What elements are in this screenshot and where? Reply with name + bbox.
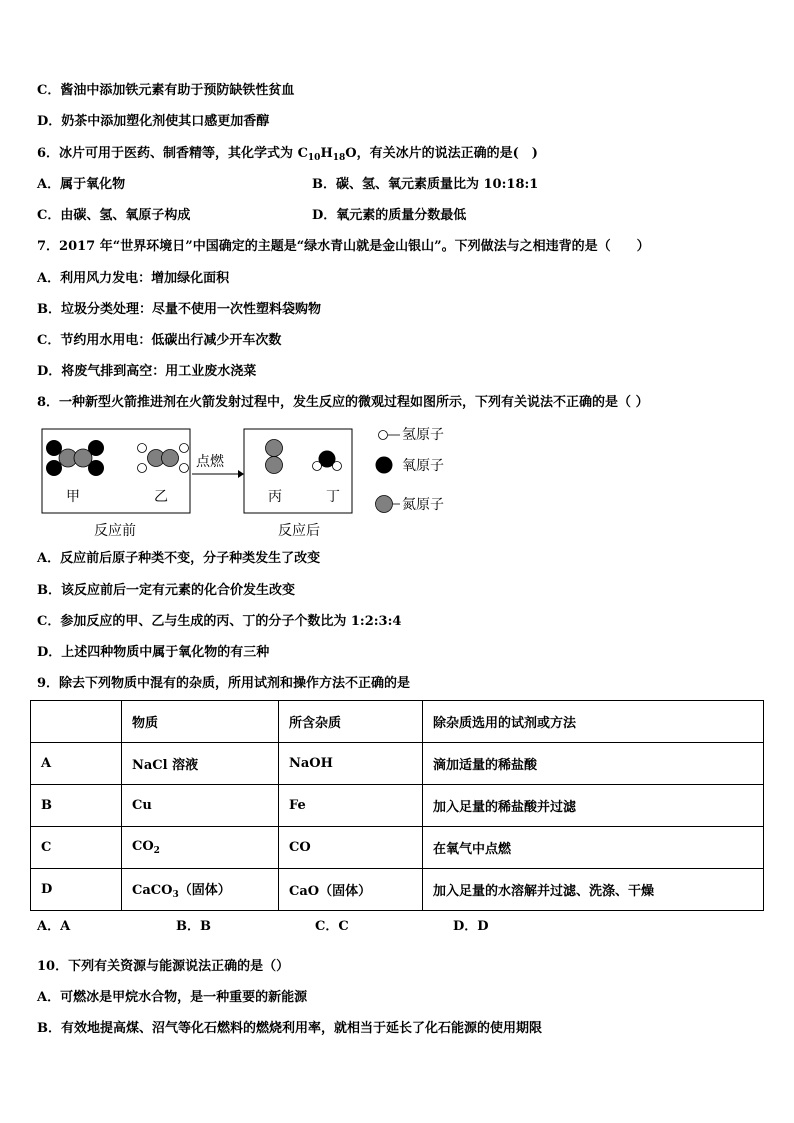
q7-option-b: B．垃圾分类处理：尽量不使用一次性塑料袋购物 [37, 302, 321, 317]
question-10: 10．下列有关资源与能源说法正确的是（） [37, 959, 290, 974]
table-row [31, 743, 764, 785]
q9-answer-d: D．D [453, 919, 489, 934]
legend-o-icon [376, 457, 393, 474]
table-cell [122, 827, 279, 869]
table-cell: D [31, 869, 122, 911]
table-cell: 加入足量的水溶解并过滤、洗涤、干燥 [423, 869, 764, 911]
table-cell: NaOH [279, 743, 423, 785]
table-cell [31, 701, 122, 743]
table-cell: 所含杂质 [279, 701, 423, 743]
table-row [31, 869, 764, 911]
molecule-yi [138, 444, 189, 473]
q6-sub-1: 10 [307, 153, 321, 163]
table-cell [122, 869, 279, 911]
q6-option-d: D．氧元素的质量分数最低 [312, 208, 467, 223]
label-after: 反应后 [278, 523, 320, 539]
q9-answer-a: A．A [37, 919, 71, 934]
table-row [31, 827, 764, 869]
prev-option-c: C．酱油中添加铁元素有助于预防缺铁性贫血 [37, 83, 295, 98]
table-cell: A [31, 743, 122, 785]
label-before: 反应前 [94, 523, 136, 539]
question-8: 8．一种新型火箭推进剂在火箭发射过程中，发生反应的微观过程如图所示，下列有关说法不正确的是（ ） [37, 395, 649, 410]
caco3-text: CaCO [132, 883, 173, 898]
label-yi: 乙 [154, 489, 168, 505]
molecule-bing [266, 440, 283, 474]
co2-text: CO [132, 839, 154, 854]
q10-option-b: B．有效地提高煤、沼气等化石燃料的燃烧利用率，就相当于延长了化石能源的使用期限 [37, 1021, 542, 1036]
q8-option-a: A．反应前后原子种类不变，分子种类发生了改变 [37, 551, 321, 566]
table-cell: B [31, 785, 122, 827]
label-ding: 丁 [326, 489, 340, 505]
label-bing: 丙 [268, 489, 282, 505]
q6-option-b: B．碳、氢、氧元素质量比为 10:18:1 [312, 177, 539, 192]
table-cell: Fe [279, 785, 423, 827]
q7-option-a: A．利用风力发电：增加绿化面积 [37, 271, 230, 286]
table-cell: 在氧气中点燃 [423, 827, 764, 869]
reaction-diagram [30, 418, 470, 544]
table-row [31, 785, 764, 827]
q8-option-d: D．上述四种物质中属于氧化物的有三种 [37, 645, 270, 660]
q8-option-b: B．该反应前后一定有元素的化合价发生改变 [37, 583, 295, 598]
table-cell: Cu [122, 785, 279, 827]
molecule-ding [313, 451, 342, 471]
question-6 [37, 145, 538, 167]
table-cell: NaCl 溶液 [122, 743, 279, 785]
q10-option-a: A．可燃冰是甲烷水合物，是一种重要的新能源 [37, 990, 308, 1005]
table-cell: 物质 [122, 701, 279, 743]
q6-text-3: O，有关冰片的说法正确的是( ) [345, 146, 538, 161]
question-7: 7．2017 年“世界环境日”中国确定的主题是“绿水青山就是金山银山”。下列做法与之相违背的是（ ） [37, 239, 650, 254]
legend-n-icon [376, 496, 393, 513]
table-cell: CO [279, 827, 423, 869]
table-header-row [31, 701, 764, 743]
table-cell: 滴加适量的稀盐酸 [423, 743, 764, 785]
q9-answer-b: B．B [176, 919, 211, 934]
legend-h: 氢原子 [402, 427, 444, 443]
q7-option-d: D．将废气排到高空：用工业废水浇菜 [37, 364, 257, 379]
q6-text-2: H [320, 146, 333, 161]
caco3-suffix: （固体） [178, 883, 231, 898]
table-cell: CaO（固体） [279, 869, 423, 911]
q6-text-1: 6．冰片可用于医药、制香精等，其化学式为 C [37, 146, 308, 161]
co2-sub: 2 [153, 846, 160, 856]
label-jia: 甲 [66, 489, 80, 505]
q6-option-c: C．由碳、氢、氧原子构成 [37, 208, 191, 223]
legend-o: 氧原子 [402, 458, 444, 474]
q6-sub-2: 18 [332, 153, 346, 163]
table-cell: 除杂质选用的试剂或方法 [423, 701, 764, 743]
q9-answer-c: C．C [315, 919, 349, 934]
prev-option-d: D．奶茶中添加塑化剂使其口感更加香醇 [37, 114, 270, 129]
table-cell: 加入足量的稀盐酸并过滤 [423, 785, 764, 827]
q8-option-c: C．参加反应的甲、乙与生成的丙、丁的分子个数比为 1:2:3:4 [37, 614, 402, 629]
arrow-label: 点燃 [196, 454, 224, 470]
table-cell: C [31, 827, 122, 869]
legend-n: 氮原子 [402, 497, 444, 513]
q6-option-a: A．属于氧化物 [37, 177, 126, 192]
q9-table [30, 700, 764, 911]
caco3-sub: 3 [172, 890, 179, 900]
legend-h-icon [379, 431, 388, 440]
question-9: 9．除去下列物质中混有的杂质，所用试剂和操作方法不正确的是 [37, 676, 411, 691]
molecule-jia [46, 440, 104, 476]
q7-option-c: C．节约用水用电：低碳出行减少开车次数 [37, 333, 282, 348]
